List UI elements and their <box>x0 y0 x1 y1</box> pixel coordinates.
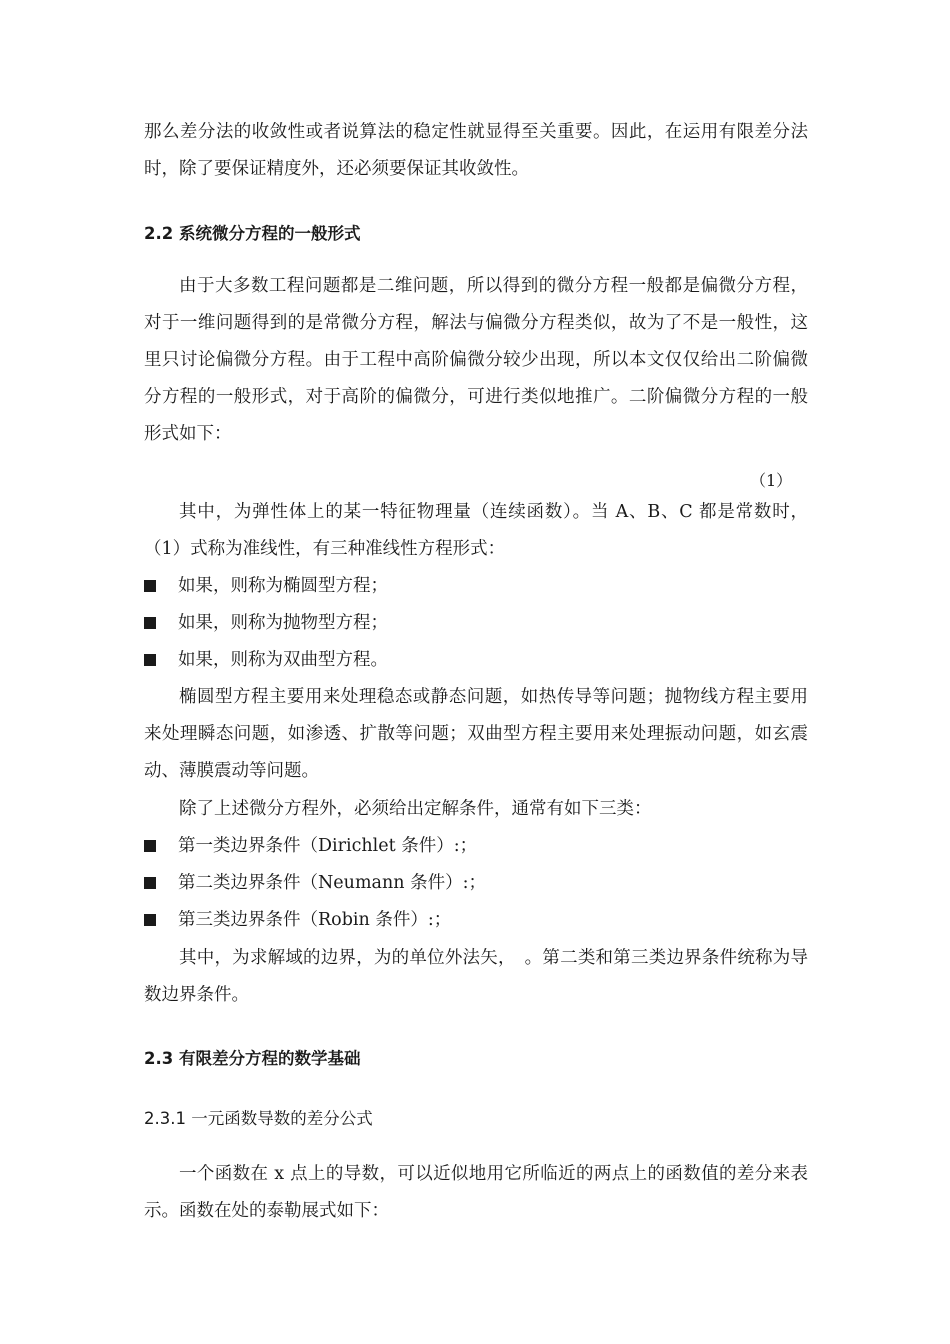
bullet-text: 第二类边界条件（Neumann 条件）:； <box>178 873 486 893</box>
paragraph-equation-uses: 椭圆型方程主要用来处理稳态或静态问题，如热传导等问题；抛物线方程主要用来处理瞬态问题，如渗透、扩散等问题；双曲型方程主要用来处理振动问题，如玄震动、薄膜震动等问题。 <box>144 687 808 781</box>
bullet-item-hyperbolic <box>144 642 808 679</box>
paragraph-boundary-intro: 除了上述微分方程外，必须给出定解条件，通常有如下三类： <box>179 799 652 819</box>
bullet-item-neumann <box>144 865 808 902</box>
section-heading-2-3: 2.3 有限差分方程的数学基础 <box>144 1049 361 1068</box>
square-bullet-icon <box>144 617 156 629</box>
paragraph-boundary-definition: 其中，为求解域的边界，为的单位外法矢， 。第二类和第三类边界条件统称为导数边界条件。 <box>144 948 808 1005</box>
paragraph-convergence: 那么差分法的收敛性或者说算法的稳定性就显得至关重要。因此，在运用有限差分法时，除了要保证精度外，还必须要保证其收敛性。 <box>144 122 808 179</box>
bullet-text: 如果，则称为椭圆型方程； <box>178 576 388 596</box>
bullet-item-robin <box>144 902 808 939</box>
bullet-text: 第三类边界条件（Robin 条件）:； <box>178 910 452 930</box>
square-bullet-icon <box>144 580 156 592</box>
paragraph-quasilinear: 其中，为弹性体上的某一特征物理量（连续函数）。当 A、B、C 都是常数时，（1）式称为准线性，有三种准线性方程形式： <box>144 502 808 559</box>
bullet-item-parabolic <box>144 605 808 642</box>
bullet-item-elliptic <box>144 568 808 605</box>
subsection-heading-2-3-1: 2.3.1 一元函数导数的差分公式 <box>144 1109 373 1128</box>
paragraph-taylor: 一个函数在 x 点上的导数，可以近似地用它所临近的两点上的函数值的差分来表示。函数在处的泰勒展式如下： <box>144 1164 808 1221</box>
bullet-text: 如果，则称为抛物型方程； <box>178 613 388 633</box>
bullet-item-dirichlet <box>144 828 808 865</box>
section-heading-2-2: 2.2 系统微分方程的一般形式 <box>144 224 361 243</box>
paragraph-general-form: 由于大多数工程问题都是二维问题，所以得到的微分方程一般都是偏微分方程，对于一维问题得到的是常微分方程，解法与偏微分方程类似，故为了不是一般性，这里只讨论偏微分方程。由于工程中高阶偏微分较少出现，所以本文仅仅给出二阶偏微分方程的一般形式，对于高阶的偏微分，可进行类似地推广。二阶偏微分方程的一般形式如下： <box>144 276 808 444</box>
square-bullet-icon <box>144 877 156 889</box>
square-bullet-icon <box>144 840 156 852</box>
square-bullet-icon <box>144 654 156 666</box>
bullet-text: 如果，则称为双曲型方程。 <box>178 650 388 670</box>
square-bullet-icon <box>144 914 156 926</box>
bullet-text: 第一类边界条件（Dirichlet 条件）:； <box>178 836 478 856</box>
equation-number-1: （1） <box>750 471 793 490</box>
